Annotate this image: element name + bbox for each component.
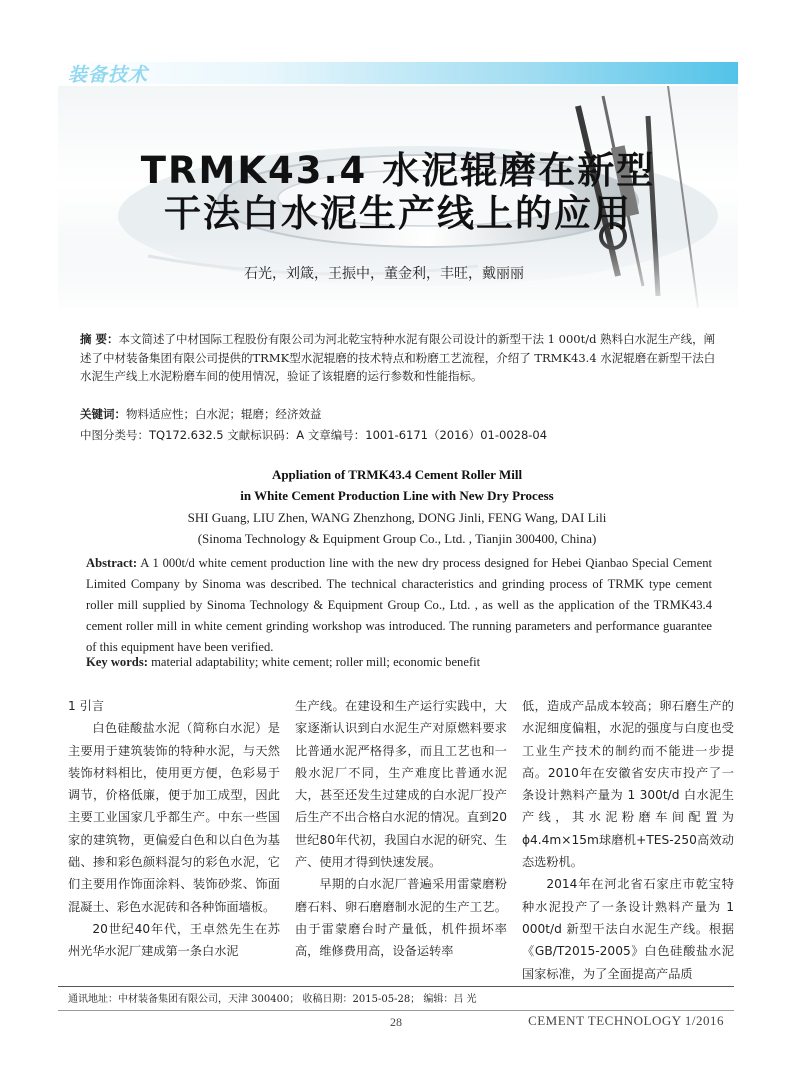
en-affiliation: (Sinoma Technology & Equipment Group Co., Ltd. , Tianjin 300400, China) [197,531,597,546]
cn-keywords-text: 物料适应性；白水泥；辊磨；经济效益 [126,407,322,421]
en-title-line-2: in White Cement Production Line with New Dry Process [240,488,554,503]
paragraph: 早期的白水泥厂普遍采用雷蒙磨粉磨石料、卵石磨磨制水泥的生产工艺。由于雷蒙磨台时产量低，机件损坏率高，维修费用高，设备运转率 [295,877,507,959]
cn-keywords [80,405,720,424]
authors-cn: 石光，刘箴，王振中，董金利，丰旺，戴丽丽 [244,266,524,282]
paragraph: 2014年在河北省石家庄市乾宝特种水泥投产了一条设计熟料产量为 1 000t/d 新型干法白水泥生产线。根据《GB/T2015-2005》白色硅酸盐水泥国家标准，为了全面提高产品质 [522,877,734,981]
en-abstract [86,553,712,658]
footer-rule [58,986,734,987]
header-band [58,62,738,84]
journal-name: CEMENT TECHNOLOGY 1/2016 [528,1013,724,1028]
paragraph: 20世纪40年代，王卓然先生在苏州光华水泥厂建成第一条白水泥 [68,921,280,959]
cn-keywords-label: 关键词： [80,407,126,421]
body-column-3 [522,695,734,985]
en-abstract-label: Abstract: [86,556,138,570]
cn-abstract-label: 摘 要： [80,332,119,346]
paragraph: 白色硅酸盐水泥（简称白水泥）是主要用于建筑装饰的特种水泥，与天然装饰材料相比，使用更方便，色彩易于调节，价格低廉，便于加工成型，因此主要工业国家几乎都生产。中东一些国家的建筑物，更偏爱白色和以白色为基础、掺和彩色颜料混匀的彩色水泥，它们主要用作饰面涂料、装饰砂浆、饰面混凝土、彩色水泥砖和各种饰面墙板。 [68,721,280,914]
cn-classification: 中图分类号：TQ172.632.5 文献标识码：A 文章编号：1001-6171（2016）01-0028-04 [80,428,548,442]
page-number: 28 [390,1015,402,1029]
cn-abstract [80,330,720,386]
paragraph: 生产线。在建设和生产运行实践中，大家逐渐认识到白水泥生产对原燃料要求比普通水泥严格得多，而且工艺也和一般水泥厂不同，生产难度比普通水泥大，甚至还发生过建成的白水泥厂投产后生产不出合格白水泥的情况。直到20世纪80年代初，我国白水泥的研究、生产、使用才得到快速发展。 [295,699,507,870]
en-keywords-text: material adaptability; white cement; roller mill; economic benefit [147,655,481,669]
paragraph: 低，造成产品成本较高；卵石磨生产的水泥细度偏粗，水泥的强度与白度也受工业生产技术的制约而不能进一步提高。2010年在安徽省安庆市投产了一条设计熟料产量为 1 300t/d 白水泥生产线，其水泥粉磨车间配置为ϕ4.4m×15m球磨机+TES-250高效动态选粉机。 [522,699,734,870]
footer-rule-bottom [58,1010,734,1011]
en-keywords [86,655,712,670]
footer-note: 通讯地址：中材装备集团有限公司，天津 300400； 收稿日期：2015-05-28； 编辑：吕 光 [68,994,477,1005]
en-authors: SHI Guang, LIU Zhen, WANG Zhenzhong, DONG Jinli, FENG Wang, DAI Lili [187,510,607,525]
en-title-line-1: Appliation of TRMK43.4 Cement Roller Mill [271,467,523,482]
en-keywords-label: Key words: [86,655,148,669]
title-line-2: 干法白水泥生产线上的应用 [164,192,632,235]
body-column-2 [295,695,507,963]
en-abstract-text: A 1 000t/d white cement production line with the new dry process designed for Hebei Qianbao Special Cement Limited Company by Sinoma was described. The technical characteristics and grinding process of TRMK type cement roller mill supplied by Sinoma Technology & Equipment Group Co., Ltd. , as well as the application of the TRMK43.4 cement roller mill in white cement grinding workshop was introduced. The running parameters and performance guarantee of this equipment have been verified. [86,556,712,654]
body-column-1 [68,695,280,963]
section-heading: 1 引言 [68,699,105,713]
title-line-1: TRMK43.4 水泥辊磨在新型 [140,149,656,192]
section-tag: 装备技术 [68,64,149,86]
cn-abstract-text: 本文简述了中材国际工程股份有限公司为河北乾宝特种水泥有限公司设计的新型干法 1 000t/d 熟料白水泥生产线，阐述了中材装备集团有限公司提供的TRMK型水泥辊磨的技术特点和粉磨工艺流程，介绍了 TRMK43.4 水泥辊磨在新型干法白水泥生产线上水泥粉磨车间的使用情况，验证了该辊磨的运行参数和性能指标。 [80,332,716,383]
